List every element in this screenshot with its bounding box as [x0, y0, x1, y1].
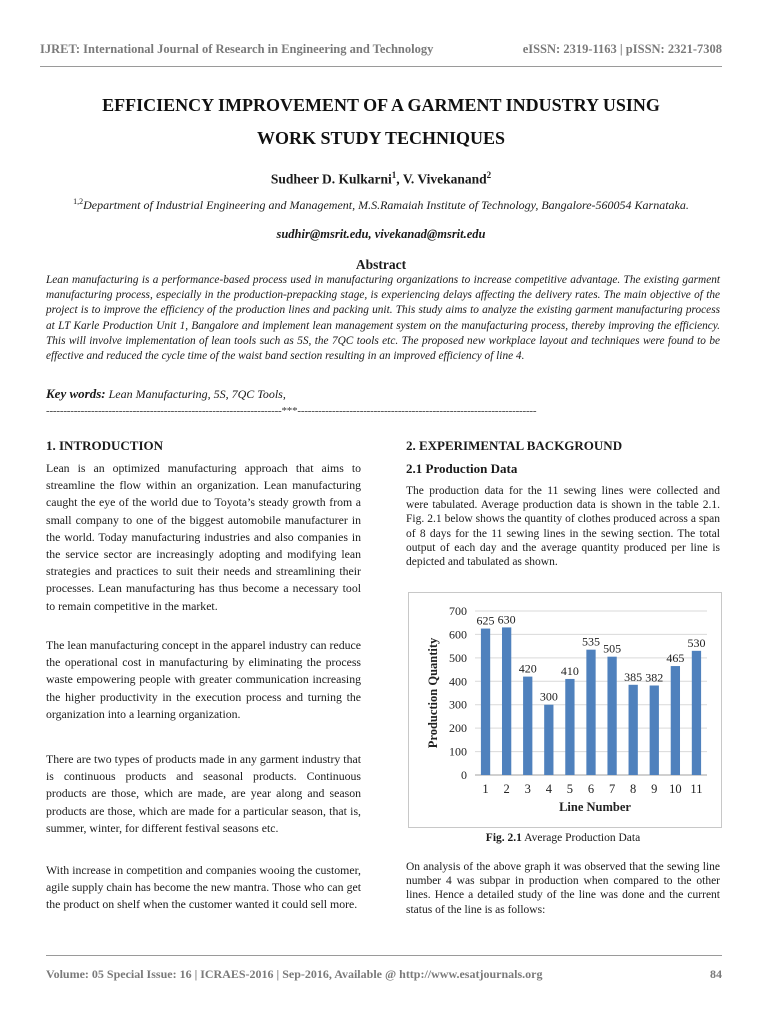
author-2: V. Vivekanand: [402, 171, 487, 187]
section-2-heading: 2. EXPERIMENTAL BACKGROUND: [406, 438, 623, 453]
data-label: 530: [687, 635, 706, 650]
abstract-text: Lean manufacturing is a performance-based process used in manufacturing organizations to increase competitive advantage. The existing garment manufacturing process, especially in the production-prepacking stage, is experiencing delays affecting the delivery rates. The main objective of the project is to improve the efficiency of the production lines and packing unit. This study aims to analyze the existing garment manufacturing process at LT Karle Production Unit 1, Bangalore and implement lean management system on the manufacturing process, thereby improving the efficiency. This will involve implementation of lean tools such as 5S, the 7QC tools etc. The proposed new workplace layout and techniques were found to be effective and reduced the cycle time of the waist band section resulting in an improved efficiency of line 4.: [46, 274, 720, 363]
x-tick-label: 1: [482, 782, 489, 796]
production-chart: [408, 592, 722, 828]
bar-line-11: [692, 651, 701, 775]
bar-line-2: [502, 627, 511, 775]
title-line-2: WORK STUDY TECHNIQUES: [256, 128, 506, 148]
subsection-2-1-heading: 2.1 Production Data: [406, 461, 518, 476]
bar-line-6: [586, 650, 595, 775]
footer-rule: [46, 955, 722, 956]
data-label: 625: [476, 613, 495, 628]
x-tick-label: 3: [524, 782, 531, 796]
x-tick-label: 11: [690, 782, 703, 796]
y-tick-label: 400: [449, 674, 467, 689]
page-number: 84: [710, 967, 722, 981]
intro-paragraph-4: With increase in competition and companies wooing the customer, agile supply chain has become the new mantra. Those who can get the product on shelf when the customer wanted it could sell more.: [46, 863, 361, 912]
y-tick-label: 600: [449, 627, 467, 642]
bar-line-7: [607, 657, 616, 775]
intro-paragraph-3: There are two types of products made in any garment industry that is continuous products and seasonal products. Continuous products are those, which are made, are year along and season products are those, which are made for a particular season, that is, summer, winter, for different festival seasons etc.: [46, 752, 361, 835]
bar-line-10: [671, 666, 680, 775]
keywords-text: Lean Manufacturing, 5S, 7QC Tools,: [108, 387, 286, 401]
data-label: 505: [603, 641, 622, 656]
author-separator: ,: [396, 171, 403, 187]
x-tick-label: 6: [587, 782, 595, 796]
figure-caption: [406, 832, 720, 844]
data-label: 465: [666, 651, 685, 666]
x-tick-label: 4: [545, 782, 552, 796]
x-tick-label: 7: [608, 782, 616, 796]
paper-title: [40, 89, 722, 155]
figure-caption-text: Average Production Data: [524, 832, 641, 844]
issn-header: eISSN: 2319-1163 | pISSN: 2321-7308: [522, 42, 722, 56]
x-tick-label: 10: [669, 782, 682, 796]
keywords-label: Key words:: [46, 386, 106, 401]
journal-header: IJRET: International Journal of Research in Engineering and Technology: [40, 42, 434, 56]
data-label: 630: [497, 612, 516, 627]
x-tick-label: 9: [651, 782, 658, 796]
affiliation-text: Department of Industrial Engineering and Management, M.S.Ramaiah Institute of Technology, Bangalore-560054 Karnataka.: [83, 198, 689, 212]
x-axis-title: Line Number: [559, 800, 631, 814]
y-axis-title: Production Quantity: [426, 637, 440, 749]
y-tick-label: 700: [449, 604, 467, 618]
header-rule: [40, 66, 722, 67]
keywords: [46, 386, 286, 402]
section-1-heading: 1. INTRODUCTION: [46, 438, 164, 453]
data-label: 300: [539, 689, 558, 704]
footer-volume-info: Volume: 05 Special Issue: 16 | ICRAES-2016 | Sep-2016, Available @ http://www.esatjournals.org: [46, 967, 543, 981]
x-tick-label: 2: [503, 782, 510, 796]
section-divider: --------------------------------------------------------------------***---------------------------------------------------------------------: [46, 405, 537, 417]
bar-line-3: [523, 677, 532, 775]
data-label: 410: [560, 663, 579, 678]
author-emails: sudhir@msrit.edu, vivekanad@msrit.edu: [276, 227, 486, 241]
y-tick-label: 100: [449, 744, 467, 759]
data-label: 385: [624, 669, 643, 684]
y-tick-label: 300: [449, 697, 467, 712]
bar-line-1: [481, 629, 490, 775]
author-2-sup: 2: [486, 170, 492, 180]
data-label: 382: [645, 670, 664, 685]
intro-paragraph-2: The lean manufacturing concept in the apparel industry can reduce the operational cost in manufacturing by eliminating the process waste empowering people with greater communication increasing the higher productivity in the execution process and turning the organization into a learning organization.: [46, 638, 361, 721]
y-tick-label: 500: [449, 650, 467, 665]
x-tick-label: 8: [630, 782, 637, 796]
affiliation: [40, 194, 722, 213]
author-1: Sudheer D. Kulkarni: [270, 171, 392, 187]
data-label: 420: [518, 661, 537, 676]
authors: [40, 170, 722, 188]
y-tick-label: 0: [461, 768, 467, 782]
y-tick-label: 200: [449, 721, 467, 736]
production-chart-svg: [409, 593, 721, 827]
author-1-sup: 1: [391, 170, 397, 180]
bar-line-4: [544, 705, 553, 775]
data-label: 535: [582, 634, 600, 649]
bar-line-5: [565, 679, 574, 775]
bar-line-8: [629, 685, 638, 775]
production-paragraph: The production data for the 11 sewing lines were collected and were tabulated. Average production data is shown in the table 2.1. Fig. 2.1 below shows the quantity of clothes produced across a span of 8 days for the 11 sewing lines in the sewing section. The total output of each day and the average quantity produced per line is depicted and tabulated as shown.: [406, 485, 720, 569]
intro-paragraph-1: Lean is an optimized manufacturing approach that aims to streamline the flow within an organization. Lean manufacturing caught the eye of the world due to Toyota’s steady growth from a small company to one of the biggest automobile manufacturer in the world. Today manufacturing industries and also companies in the service sector are increasingly adopting and modifying lean strategies and practices to suit their needs and streamlining their processes. Lean manufacturing has thus become a necessary tool to remain competitive in the market.: [46, 461, 361, 613]
analysis-paragraph: On analysis of the above graph it was observed that the sewing line number 4 was subpar in production when compared to the other lines. Hence a detailed study of the line was done and the current status of the line is as follows:: [406, 861, 720, 916]
title-line-1: EFFICIENCY IMPROVEMENT OF A GARMENT INDUSTRY USING: [102, 95, 660, 115]
x-tick-label: 5: [566, 782, 574, 796]
figure-label: Fig. 2.1: [485, 832, 522, 844]
abstract-heading: Abstract: [355, 257, 407, 272]
bar-line-9: [650, 686, 659, 775]
affiliation-sup: 1,2: [73, 197, 84, 206]
